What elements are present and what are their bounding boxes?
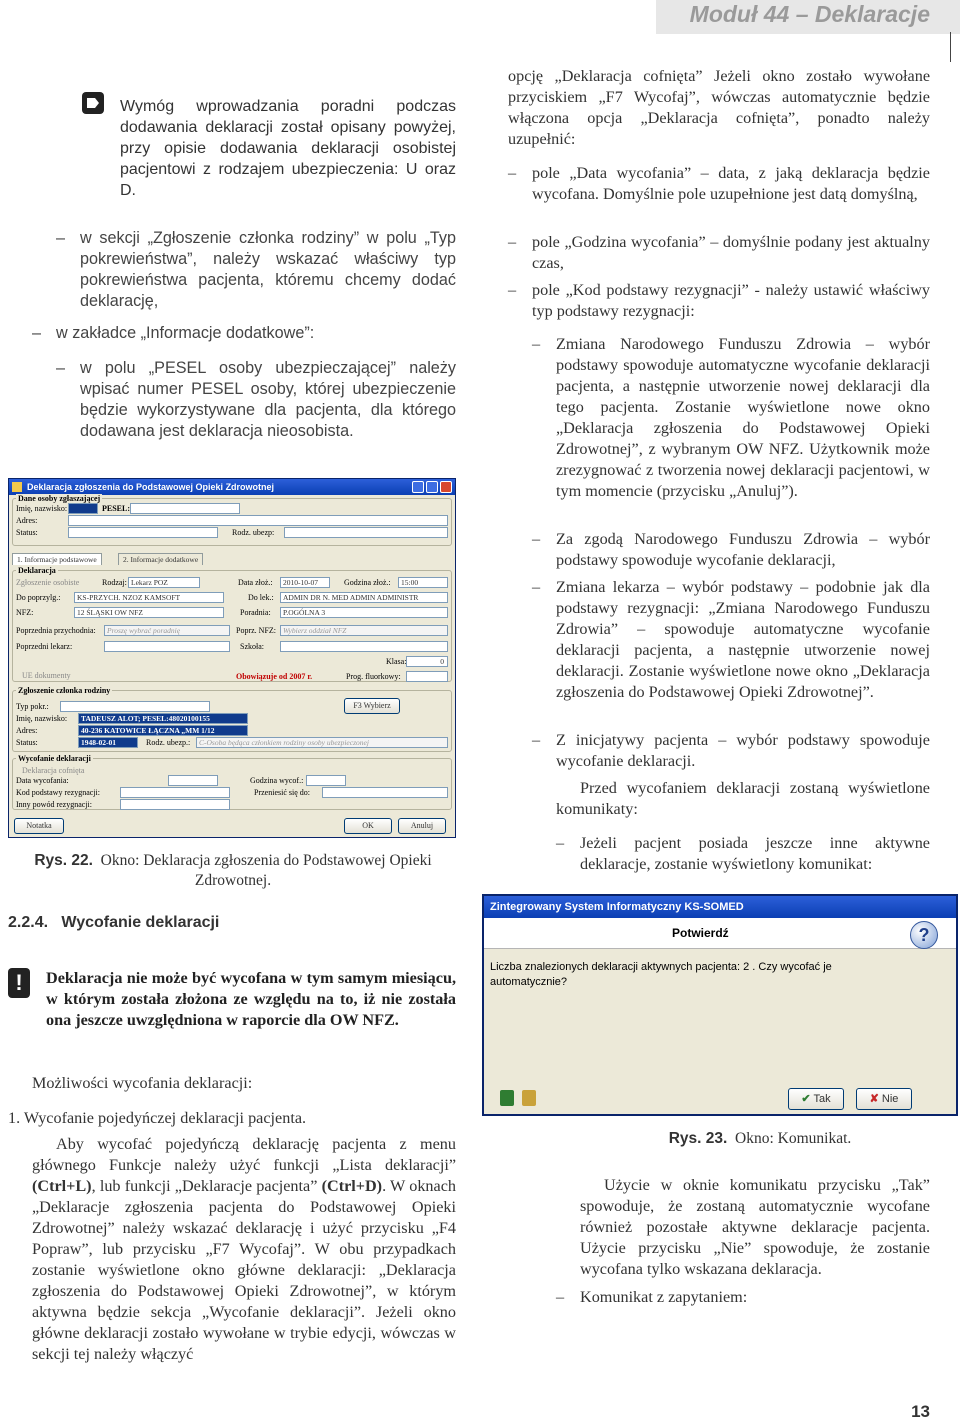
dialog-heading: Potwierdź [672, 926, 729, 940]
insurance-type-field[interactable] [284, 527, 448, 538]
status-field[interactable] [68, 527, 218, 538]
yes-label: Tak [813, 1093, 831, 1105]
declaration-section-title: Deklaracja [18, 566, 56, 575]
prev-clinic-field[interactable]: Proszę wybrać poradnię [104, 625, 230, 636]
maximize-button[interactable] [426, 481, 438, 493]
address-label: Adres: [16, 516, 38, 525]
insured-person-field[interactable]: TADEUSZ ALOT; PESEL:48020100155 [78, 713, 248, 724]
family-status-label: Status: [16, 738, 38, 747]
minimize-button[interactable] [412, 481, 424, 493]
reason-patient-initiative: – Z inicjatywy pacjenta – wybór podstawy spowoduje wycofanie deklaracji. [556, 730, 930, 772]
note-icon [82, 92, 104, 114]
class-label: Klasa: [386, 657, 407, 666]
notes-icon[interactable] [500, 1090, 514, 1106]
shortcut-ctrl-d: (Ctrl+D) [321, 1177, 383, 1195]
family-section-title: Zgłoszenie członka rodziny [18, 686, 111, 695]
fluoride-field[interactable] [406, 671, 448, 682]
valid-since-notice: Obowiązuje od 2007 r. [236, 672, 313, 681]
header-rule [950, 32, 951, 62]
para-mid: , lub funkcji „Deklaracje pacjenta” [91, 1177, 322, 1195]
options-title: Możliwości wycofania deklaracji: [32, 1074, 253, 1092]
bullet-reason-code: – pole „Kod podstawy rezygnacji” - należy ustawić właściwy typ podstawy rezygnacji: [532, 280, 930, 322]
ok-button[interactable]: OK [344, 818, 392, 834]
copy-icon[interactable] [522, 1090, 536, 1106]
after-dialog-paragraph: Użycie w oknie komunikatu przycisku „Tak” spowoduje, że zostaną automatycznie wycofane również pozostałe aktywne deklaracje pacjenta. Użycie przycisku „Nie” spowoduje, że zostanie wycofana tylko wskazana deklaracja. [580, 1176, 930, 1278]
family-insurance-label: Rodz. ubezp.: [146, 738, 191, 747]
hour-label: Godzina złoż.: [344, 578, 391, 587]
other-reason-field[interactable] [120, 799, 230, 810]
reason-doctor-change: – Zmiana lekarza – wybór podstawy – podobnie jak dla podstawy rezygnacji: „Zmiana Narodowego Funduszu Zdrowia” – spowoduje automatyczne wycofanie deklaracji pacjenta, a następnie utworzenie nowej deklaracji. Zostanie wyświetlone nowe okno „Deklaracja zgłoszenia do Podstawowej Opieki Zdrowotnej”. [556, 577, 930, 703]
withdraw-section-title: Wycofanie deklaracji [18, 754, 91, 763]
section-title: Wycofanie deklaracji [61, 914, 220, 931]
section-number: 2.2.4. [8, 914, 49, 931]
no-label: Nie [881, 1093, 899, 1105]
provider-label: Do poprzylg.: [16, 593, 61, 602]
doctor-field[interactable]: ADMIN DR N. MED ADMIN ADMINISTR [280, 592, 448, 603]
figure-23-label: Rys. 23. [668, 1130, 728, 1147]
family-name-label: Imię, nazwisko: [16, 714, 68, 723]
cancel-button[interactable]: Anuluj [398, 818, 446, 834]
figure-22-text: Okno: Deklaracja zgłoszenia do Podstawowej Opieki Zdrowotnej. [100, 852, 432, 889]
withdraw-date-field[interactable] [168, 775, 218, 786]
insurance-type-label: Rodz. ubezp: [232, 528, 275, 537]
para-intro: Aby wycofać pojedyńczą deklarację pacjenta z menu głównego Funkcje należy użyć funkcji „Lista deklaracji” [32, 1135, 456, 1174]
clinic-label: Poradnia: [240, 608, 271, 617]
figure-23-caption [640, 1129, 880, 1149]
relation-select[interactable] [60, 701, 210, 712]
dialog-header [484, 918, 956, 949]
list-item-tab: – w zakładce „Informacje dodatkowe”: [56, 323, 456, 344]
address-field[interactable] [68, 515, 448, 526]
status-label: Status: [16, 528, 38, 537]
bullet-withdraw-hour: – pole „Godzina wycofania” – domyślnie podany jest aktualny czas, [532, 232, 930, 274]
confirm-dialog [482, 894, 958, 1116]
moved-to-field[interactable] [322, 787, 448, 798]
shortcut-ctrl-l: (Ctrl+L) [32, 1177, 92, 1195]
no-button[interactable]: ✘ Nie [856, 1088, 912, 1110]
reason-nfz-consent: – Za zgodą Narodowego Funduszu Zdrowia – wybór podstawy spowoduje wycofanie deklaracji, [556, 529, 930, 571]
bullet-question-dialog: – Komunikat z zapytaniem: [580, 1287, 930, 1308]
figure-23-text: Okno: Komunikat. [735, 1130, 852, 1147]
withdraw-paragraph [32, 1134, 456, 1365]
bullet-other-active: – Jeżeli pacjent posiada jeszcze inne aktywne deklaracje, zostanie wyświetlony komunikat: [580, 833, 930, 875]
provider-field[interactable]: KS-PRZYCH. NZOZ KAMSOFT [74, 592, 224, 603]
other-reason-label: Inny powód rezygnacji: [16, 800, 92, 809]
module-title: Moduł 44 – Deklaracje [689, 1, 930, 27]
tab-additional-info[interactable]: 2. Informacje dodatkowe [118, 553, 203, 565]
date-field[interactable]: 2010-10-07 [280, 577, 330, 588]
own-declaration-checkbox[interactable]: Zgłoszenie osobiste [16, 578, 80, 587]
fluoride-label: Prog. fluorkowy: [346, 672, 401, 681]
prev-nfz-label: Poprz. NFZ: [236, 626, 276, 635]
note-text: Wymóg wprowadzania poradni podczas dodawania deklaracji został opisany powyżej, przy opisie dodawania deklaracji osobistej pacjentowi z rodzajem ubezpieczenia: U oraz D. [120, 98, 456, 199]
close-button[interactable] [440, 481, 452, 493]
page-number: 13 [911, 1402, 930, 1421]
withdraw-hour-field[interactable] [306, 775, 346, 786]
family-insurance-field[interactable]: C-Osoba będąca członkiem rodziny osoby ubezpieczonej [196, 737, 448, 748]
name-field[interactable] [68, 503, 98, 514]
warning-text: Deklaracja nie może być wycofana w tym samym miesiącu, w którym została złożona ze względu na to, iż nie została ona jeszcze uwzględniona w raporcie dla OW NFZ. [46, 969, 456, 1029]
class-field[interactable]: 0 [406, 656, 448, 667]
name-label: Imię, nazwisko: [16, 504, 68, 513]
prev-clinic-label: Poprzednia przychodnia: [16, 626, 96, 635]
before-withdraw-paragraph: Przed wycofaniem deklaracji zostaną wyświetlone komunikaty: [556, 779, 930, 818]
figure-22-label: Rys. 22. [34, 852, 93, 869]
relation-label: Typ pokr.: [16, 702, 49, 711]
window-app-icon [12, 482, 22, 492]
list-item-family: – w sekcji „Zgłoszenie członka rodziny” w polu „Typ pokrewieństwa”, należy wskazać właściwy typ pokrewieństwa pacjenta, któremu chcemy dodać deklarację, [80, 228, 456, 312]
f3-select-button[interactable]: F3 Wybierz [344, 698, 400, 714]
withdraw-hour-label: Godzina wycof.: [250, 776, 304, 785]
insured-address-field[interactable]: 40-236 KATOWICE ŁĄCZNA „MM 1/12 [78, 725, 248, 736]
pesel-label: PESEL: [102, 504, 131, 513]
nfz-field[interactable]: 12 ŚLĄSKI OW NFZ [74, 607, 224, 618]
school-label: Szkoła: [240, 642, 264, 651]
prev-doctor-field[interactable] [104, 641, 230, 652]
option-1: 1. Wycofanie pojedyńczej deklaracji pacjenta. [8, 1109, 307, 1127]
reason-code-label: Kod podstawy rezygnacji: [16, 788, 100, 797]
note-button[interactable]: Notatka [14, 818, 64, 834]
prev-doctor-label: Poprzedni lekarz: [16, 642, 73, 651]
hour-field[interactable]: 15:00 [398, 577, 448, 588]
question-icon: ? [910, 921, 938, 949]
section-heading [8, 914, 219, 932]
reason-code-select[interactable] [120, 787, 230, 798]
clinic-field[interactable]: P.OGÓLNA 3 [280, 607, 448, 618]
date-label: Data złoż.: [238, 578, 273, 587]
birth-date-field[interactable]: 1948-02-01 [78, 737, 138, 748]
kind-label: Rodzaj: [102, 578, 127, 587]
prev-nfz-field[interactable]: Wybierz oddział NFZ [280, 625, 448, 636]
tab-basic-info[interactable]: 1. Informacje podstawowe [12, 553, 102, 565]
figure-22-caption [10, 851, 456, 891]
bullet-withdraw-date: – pole „Data wycofania” – data, z jaką deklaracja będzie wycofana. Domyślnie pole uzupełnione jest datą domyślną, [532, 163, 930, 205]
family-address-label: Adres: [16, 726, 38, 735]
yes-button[interactable]: ✔ Tak [788, 1088, 844, 1110]
dialog-message: Liczba znalezionych deklaracji aktywnych pacjenta: 2 . Czy wycofać je automatycznie? [490, 961, 832, 988]
window-title: Deklaracja zgłoszenia do Podstawowej Opieki Zdrowotnej [27, 482, 275, 492]
doctor-label: Do lek.: [248, 593, 274, 602]
pesel-field[interactable] [130, 503, 240, 514]
right-top-paragraph: opcję „Deklaracja cofnięta” Jeżeli okno zostało wywołane przyciskiem „F7 Wycofaj”, wówczas automatycznie będzie włączona opcja „Deklaracja cofnięta”, ponadto należy uzupełnić: [508, 67, 930, 148]
cancelled-checkbox[interactable]: Deklaracja cofnięta [22, 766, 85, 775]
kind-select[interactable]: Lekarz POZ [128, 577, 200, 588]
withdraw-date-label: Data wycofania: [16, 776, 69, 785]
school-field[interactable] [280, 641, 448, 652]
para-rest: . W oknach „Deklaracje zgłoszenia pacjenta do Podstawowej Opieki Zdrowotnej” należy wskazać deklarację i użyć przycisku „F4 Popraw”, lub przycisku „F7 Wycofaj”. W obu przypadkach zostanie wyświetlone okno główne deklaracji: „Deklaracja zgłoszenia do Podstawowej Opieki Zdrowotnej”, w którym aktywna będzie sekcja „Wycofanie deklaracji”. Jeżeli okno główne deklaracji zostało wywołane w trybie edycji, wówczas w sekcji tej należy włączyć [32, 1177, 456, 1363]
list-item-pesel: – w polu „PESEL osoby ubezpieczającej” należy wpisać numer PESEL osoby, której ubezpieczenie będzie wykorzystywane dla pacjenta, dla którego dodawana jest deklaracja nieosobista. [80, 358, 456, 442]
warning-icon: ! [8, 968, 30, 998]
moved-to-label: Przeniesić się do: [254, 788, 310, 797]
person-section-title: Dane osoby zgłaszającej [18, 494, 101, 503]
dialog-titlebar: Zintegrowany System Informatyczny KS-SOMED [484, 896, 956, 918]
ue-documents-checkbox[interactable]: UE dokumenty [22, 671, 71, 680]
nfz-label: NFZ: [16, 608, 34, 617]
reason-nfz-change: – Zmiana Narodowego Funduszu Zdrowia – wybór podstawy spowoduje automatyczne wycofanie deklaracji pacjenta, a następnie utworzenie nowej deklaracji dla tego pacjenta. Zostanie wyświetlone nowe okno „Deklaracja zgłoszenia do Podstawowej Opieki Zdrowotnej”, z wybranym OW NFZ. Użytkownik może zrezygnować z tworzenia nowej deklaracji pacjentowi, w tym momencie (przycisku „Anuluj”). [556, 334, 930, 502]
window-titlebar [9, 479, 455, 495]
